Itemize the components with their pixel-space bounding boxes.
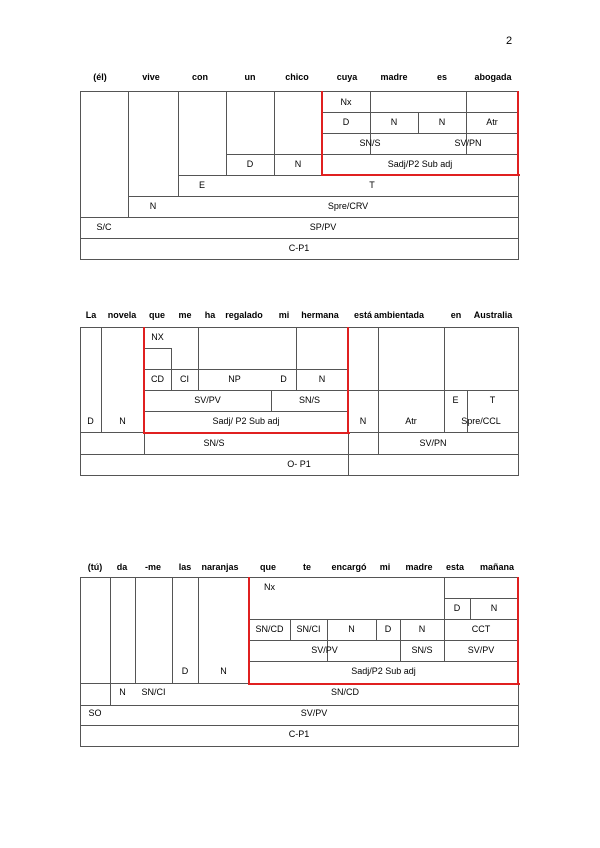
- sentence-word: las: [178, 562, 192, 572]
- sentence-word: mañana: [479, 562, 515, 572]
- sentence-word: ambientada: [373, 310, 425, 320]
- grid-hline: [322, 112, 519, 113]
- grid-vline: [135, 577, 136, 684]
- sentence-word: da: [116, 562, 128, 572]
- analysis-label: E: [452, 395, 459, 405]
- analysis-label: Nx: [264, 582, 275, 592]
- analysis-label: SP/PV: [309, 222, 337, 232]
- analysis-label: SN/CD: [255, 624, 284, 634]
- grid-hline: [80, 746, 519, 747]
- grid-vline: [171, 348, 172, 391]
- sentence-word: me: [178, 310, 192, 320]
- grid-hline: [322, 133, 519, 134]
- sentence-word: vive: [142, 72, 160, 82]
- sentence-word: La: [85, 310, 97, 320]
- grid-hline: [444, 598, 519, 599]
- analysis-label: D: [384, 624, 392, 634]
- analysis-label: SV/PN: [454, 138, 482, 148]
- analysis-label: SN/CD: [330, 687, 359, 697]
- sentence-word: abogada: [474, 72, 512, 82]
- analysis-label: N: [119, 687, 126, 697]
- subordinate-border-h: [143, 432, 350, 434]
- analysis-label: SV/PV: [194, 395, 221, 405]
- sentence-word: chico: [285, 72, 309, 82]
- sentence-word: en: [450, 310, 462, 320]
- sentence-word: madre: [405, 562, 433, 572]
- grid-vline: [128, 91, 129, 218]
- grid-hline: [226, 154, 519, 155]
- analysis-label: SV/PN: [419, 438, 447, 448]
- analysis-label: C-P1: [288, 729, 310, 739]
- sentence-word: naranjas: [201, 562, 239, 572]
- grid-vline: [378, 327, 379, 455]
- analysis-label: Atr: [405, 416, 417, 426]
- analysis-label: SN/CI: [141, 687, 166, 697]
- grid-vline: [80, 577, 81, 747]
- sentence-word: novela: [107, 310, 137, 320]
- analysis-label: SV/PV: [311, 645, 338, 655]
- analysis-label: Sadj/P2 Sub adj: [387, 159, 453, 169]
- analysis-label: Atr: [486, 117, 498, 127]
- subordinate-border-h: [321, 174, 520, 176]
- analysis-label: D: [181, 666, 189, 676]
- analysis-label: SN/S: [359, 138, 381, 148]
- sentence-word: con: [191, 72, 209, 82]
- grid-hline: [80, 238, 519, 239]
- grid-hline: [348, 390, 519, 391]
- sentence-word: encargó: [331, 562, 367, 572]
- analysis-label: C-P1: [288, 243, 310, 253]
- sentence-word: madre: [380, 72, 408, 82]
- analysis-label: CD: [151, 374, 164, 384]
- grid-hline: [144, 348, 172, 349]
- analysis-label: N: [294, 159, 302, 169]
- analysis-label: N: [438, 117, 446, 127]
- analysis-label: Spre/CCL: [461, 416, 501, 426]
- analysis-label: Sadj/ P2 Sub adj: [212, 416, 280, 426]
- analysis-label: E: [198, 180, 205, 190]
- sentence-word: que: [259, 562, 277, 572]
- analysis-label: D: [342, 117, 350, 127]
- analysis-label: CI: [180, 374, 189, 384]
- analysis-label: SV/PV: [300, 708, 328, 718]
- sentence-word: regalado: [225, 310, 263, 320]
- sentence-word: un: [244, 72, 256, 82]
- analysis-label: N: [418, 624, 426, 634]
- grid-vline: [518, 327, 519, 476]
- grid-hline: [249, 661, 519, 662]
- analysis-label: Spre/CRV: [327, 201, 369, 211]
- analysis-label: SN/S: [298, 395, 320, 405]
- grid-hline: [80, 475, 519, 476]
- analysis-label: D: [246, 159, 254, 169]
- grid-hline: [80, 705, 519, 706]
- analysis-label: NX: [151, 332, 164, 342]
- grid-hline: [80, 259, 519, 260]
- analysis-label: N: [359, 416, 367, 426]
- grid-hline: [144, 369, 349, 370]
- analysis-label: SV/PV: [467, 645, 495, 655]
- grid-hline: [80, 454, 519, 455]
- sentence-word: Australia: [473, 310, 513, 320]
- grid-vline: [80, 91, 81, 260]
- sentence-word: -me: [144, 562, 162, 572]
- analysis-label: O- P1: [287, 459, 311, 469]
- analysis-label: T: [369, 180, 375, 190]
- analysis-label: Sadj/P2 Sub adj: [351, 666, 416, 676]
- analysis-label: SN/S: [411, 645, 433, 655]
- analysis-label: N: [348, 624, 355, 634]
- sentence-word: (él): [93, 72, 107, 82]
- analysis-label: CCT: [471, 624, 491, 634]
- sentence-word: hermana: [301, 310, 339, 320]
- analysis-label: NP: [228, 374, 241, 384]
- sentence-word: esta: [445, 562, 465, 572]
- grid-hline: [80, 725, 519, 726]
- sentence-word: es: [436, 72, 448, 82]
- analysis-label: SO: [88, 708, 102, 718]
- analysis-label: N: [149, 201, 157, 211]
- sentence-word: mi: [278, 310, 290, 320]
- sentence-word: te: [302, 562, 312, 572]
- subordinate-border-h: [248, 683, 520, 685]
- grid-vline: [80, 327, 81, 476]
- analysis-label: SN/CI: [296, 624, 321, 634]
- analysis-label: N: [220, 666, 227, 676]
- analysis-label: S/C: [96, 222, 112, 232]
- sentence-word: cuya: [336, 72, 358, 82]
- grid-hline: [80, 91, 519, 92]
- page-number: 2: [506, 35, 513, 47]
- sentence-word: ha: [204, 310, 216, 320]
- analysis-label: D: [280, 374, 287, 384]
- sentence-word: está: [353, 310, 373, 320]
- grid-hline: [144, 390, 349, 391]
- analysis-label: N: [490, 603, 498, 613]
- grid-hline: [80, 577, 519, 578]
- analysis-label: N: [119, 416, 126, 426]
- grid-hline: [80, 327, 519, 328]
- analysis-label: N: [390, 117, 398, 127]
- grid-hline: [144, 411, 349, 412]
- analysis-label: D: [87, 416, 94, 426]
- sentence-word: mi: [379, 562, 391, 572]
- sentence-word: (tú): [87, 562, 103, 572]
- analysis-label: N: [318, 374, 326, 384]
- analysis-label: T: [489, 395, 496, 405]
- analysis-label: SN/S: [203, 438, 225, 448]
- analysis-label: D: [453, 603, 461, 613]
- grid-hline: [128, 196, 519, 197]
- grid-hline: [80, 217, 519, 218]
- analysis-label: Nx: [340, 97, 352, 107]
- sentence-word: que: [148, 310, 166, 320]
